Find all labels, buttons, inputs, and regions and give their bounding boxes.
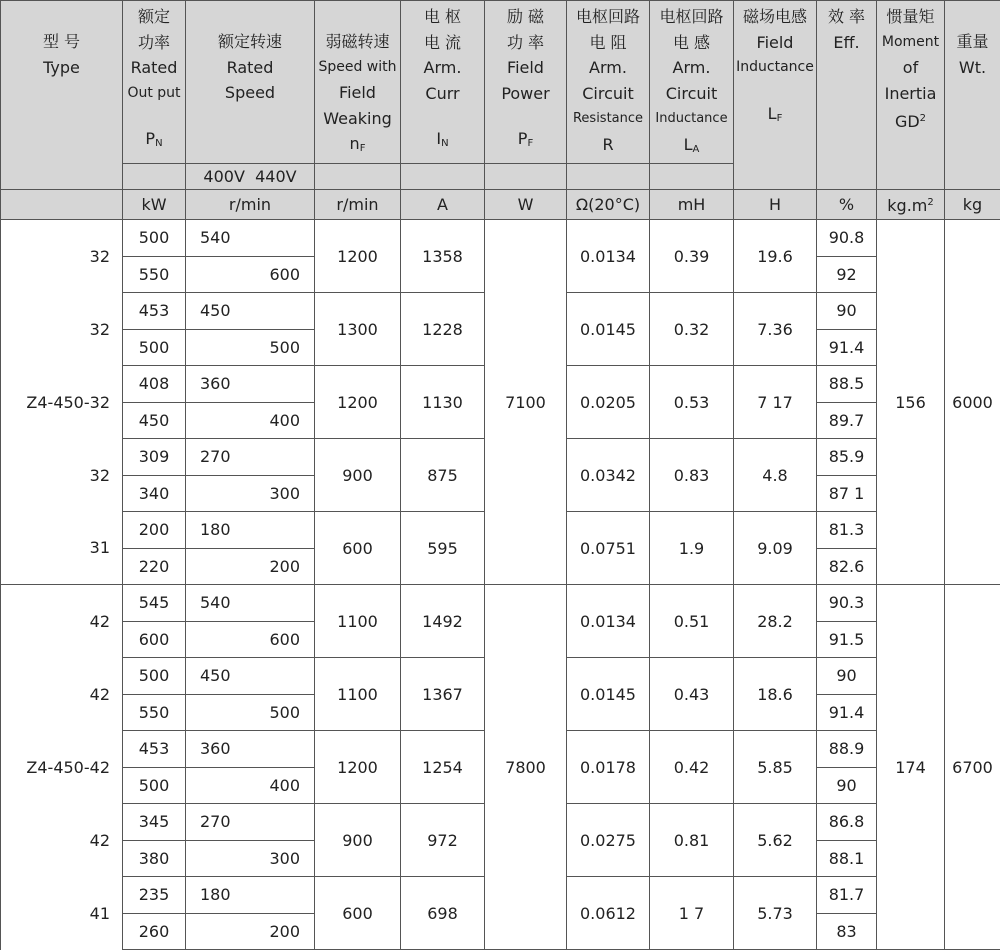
speed-440v: 300 <box>269 484 300 503</box>
rated-output: 380 <box>123 840 186 877</box>
header-inertia: 惯量矩 Moment of Inertia $GD^2$ <box>877 1 945 190</box>
model-suffix: 32 <box>90 247 110 266</box>
arm-inductance: 0.43 <box>650 658 734 731</box>
field-speed: 1200 <box>315 366 401 439</box>
moment-of-inertia: 156 <box>877 220 945 585</box>
speed-440v: 400 <box>269 776 300 795</box>
field-speed: 600 <box>315 512 401 585</box>
speed-440v: 600 <box>269 630 300 649</box>
table-body <box>1 220 1000 950</box>
rated-speed <box>186 694 315 731</box>
speed-400v: 540 <box>200 593 231 612</box>
speed-400v: 180 <box>200 885 231 904</box>
rated-speed <box>186 767 315 804</box>
speed-440v: 600 <box>269 265 300 284</box>
field-speed: 900 <box>315 439 401 512</box>
header-rated-speed: 额定转速 Rated Speed <box>186 1 315 164</box>
arm-resistance: 0.0145 <box>567 658 650 731</box>
rated-output: 340 <box>123 475 186 512</box>
header-field-speed-spacer <box>315 163 401 190</box>
efficiency: 91.4 <box>817 329 877 366</box>
arm-resistance: 0.0275 <box>567 804 650 877</box>
header-inductance: 电枢回路 电 感 Arm. Circuit Inductance $L_A$ <box>650 1 734 164</box>
arm-resistance: 0.0342 <box>567 439 650 512</box>
unit-speed: r/min <box>186 190 315 220</box>
weight: 6700 <box>945 585 1000 950</box>
efficiency: 86.8 <box>817 804 877 841</box>
rated-output: 550 <box>123 694 186 731</box>
speed-440v: 500 <box>269 338 300 357</box>
efficiency: 88.1 <box>817 840 877 877</box>
type-cell <box>1 512 123 585</box>
arm-current: 972 <box>401 804 485 877</box>
model-suffix: 42 <box>90 831 110 850</box>
arm-inductance: 0.81 <box>650 804 734 877</box>
arm-resistance: 0.0751 <box>567 512 650 585</box>
model-suffix: 32 <box>90 320 110 339</box>
arm-resistance: 0.0134 <box>567 585 650 658</box>
rated-output: 500 <box>123 767 186 804</box>
efficiency: 91.5 <box>817 621 877 658</box>
header-resistance-spacer <box>567 163 650 190</box>
arm-current: 595 <box>401 512 485 585</box>
speed-400v: 270 <box>200 812 231 831</box>
model-name: Z4-450- <box>26 393 89 412</box>
rated-speed <box>186 804 315 841</box>
rated-speed <box>186 548 315 585</box>
speed-400v: 450 <box>200 301 231 320</box>
efficiency: 91.4 <box>817 694 877 731</box>
header-type: 型 号 Type <box>1 1 123 190</box>
field-inductance: 5.62 <box>734 804 817 877</box>
efficiency: 81.3 <box>817 512 877 549</box>
type-cell <box>1 877 123 950</box>
model-suffix: 31 <box>90 538 110 557</box>
arm-current: 1130 <box>401 366 485 439</box>
arm-inductance: 0.32 <box>650 293 734 366</box>
arm-inductance: 0.42 <box>650 731 734 804</box>
field-inductance: 5.85 <box>734 731 817 804</box>
arm-inductance: 0.51 <box>650 585 734 658</box>
model-suffix: 42 <box>90 685 110 704</box>
rated-speed <box>186 220 315 257</box>
efficiency: 81.7 <box>817 877 877 914</box>
header-output-spacer <box>123 163 186 190</box>
rated-speed <box>186 913 315 950</box>
arm-inductance: 0.83 <box>650 439 734 512</box>
rated-speed <box>186 840 315 877</box>
rated-output: 260 <box>123 913 186 950</box>
speed-400v: 360 <box>200 374 231 393</box>
field-inductance: 18.6 <box>734 658 817 731</box>
arm-current: 1492 <box>401 585 485 658</box>
speed-440v: 500 <box>269 703 300 722</box>
speed-400v: 540 <box>200 228 231 247</box>
type-cell <box>1 366 123 439</box>
model-suffix: 42 <box>90 758 110 777</box>
efficiency: 82.6 <box>817 548 877 585</box>
rated-output: 600 <box>123 621 186 658</box>
rated-output: 500 <box>123 220 186 257</box>
type-cell <box>1 658 123 731</box>
field-inductance: 19.6 <box>734 220 817 293</box>
rated-output: 453 <box>123 731 186 768</box>
unit-field-inductance: H <box>734 190 817 220</box>
header-efficiency: 效 率 Eff. <box>817 1 877 190</box>
arm-inductance: 1.9 <box>650 512 734 585</box>
type-cell <box>1 804 123 877</box>
rated-output: 408 <box>123 366 186 403</box>
field-inductance: 7.36 <box>734 293 817 366</box>
speed-400v: 450 <box>200 666 231 685</box>
field-speed: 1300 <box>315 293 401 366</box>
field-speed: 1100 <box>315 585 401 658</box>
arm-resistance: 0.0178 <box>567 731 650 804</box>
arm-resistance: 0.0145 <box>567 293 650 366</box>
rated-output: 550 <box>123 256 186 293</box>
arm-inductance: 0.53 <box>650 366 734 439</box>
unit-output: kW <box>123 190 186 220</box>
unit-inertia: $kg.m^2$ <box>877 190 945 220</box>
rated-speed <box>186 402 315 439</box>
rated-output: 500 <box>123 658 186 695</box>
header-field-power: 励 磁 功 率 Field Power $P_F$ <box>485 1 567 164</box>
unit-inductance: mH <box>650 190 734 220</box>
table-row <box>1 585 1000 622</box>
moment-of-inertia: 174 <box>877 585 945 950</box>
arm-current: 1367 <box>401 658 485 731</box>
field-power: 7100 <box>485 220 567 585</box>
header-field-power-spacer <box>485 163 567 190</box>
speed-440v: 200 <box>269 922 300 941</box>
arm-current: 1358 <box>401 220 485 293</box>
arm-inductance: 0.39 <box>650 220 734 293</box>
model-suffix: 41 <box>90 904 110 923</box>
model-name: Z4-450- <box>26 758 89 777</box>
field-speed: 1200 <box>315 731 401 804</box>
efficiency: 90 <box>817 767 877 804</box>
speed-440v: 300 <box>269 849 300 868</box>
header-resistance: 电枢回路 电 阻 Arm. Circuit Resistance R <box>567 1 650 164</box>
header-field-speed: 弱磁转速 Speed with Field Weaking $n_F$ <box>315 1 401 164</box>
arm-current: 875 <box>401 439 485 512</box>
rated-speed <box>186 293 315 330</box>
rated-output: 345 <box>123 804 186 841</box>
field-power: 7800 <box>485 585 567 950</box>
speed-440v: 200 <box>269 557 300 576</box>
rated-output: 453 <box>123 293 186 330</box>
unit-field-speed: r/min <box>315 190 401 220</box>
header-weight: 重量 Wt. <box>945 1 1000 190</box>
units-row <box>1 190 1000 220</box>
speed-440v: 400 <box>269 411 300 430</box>
efficiency: 89.7 <box>817 402 877 439</box>
efficiency: 90 <box>817 658 877 695</box>
header-arm-curr-spacer <box>401 163 485 190</box>
rated-speed <box>186 439 315 476</box>
header-output: 额定 功率 Rated Out put $P_N$ <box>123 1 186 164</box>
rated-speed <box>186 329 315 366</box>
rated-output: 309 <box>123 439 186 476</box>
rated-output: 235 <box>123 877 186 914</box>
header-voltage-row: 400V 440V <box>186 163 315 190</box>
model-suffix: 32 <box>90 466 110 485</box>
unit-efficiency: % <box>817 190 877 220</box>
arm-current: 1228 <box>401 293 485 366</box>
rated-speed <box>186 512 315 549</box>
field-inductance: 5.73 <box>734 877 817 950</box>
unit-resistance: Ω(20°C) <box>567 190 650 220</box>
rated-speed <box>186 877 315 914</box>
rated-speed <box>186 658 315 695</box>
efficiency: 85.9 <box>817 439 877 476</box>
efficiency: 87 1 <box>817 475 877 512</box>
field-inductance: 9.09 <box>734 512 817 585</box>
arm-resistance: 0.0134 <box>567 220 650 293</box>
efficiency: 90 <box>817 293 877 330</box>
efficiency: 88.9 <box>817 731 877 768</box>
field-speed: 900 <box>315 804 401 877</box>
type-cell <box>1 293 123 366</box>
type-cell <box>1 220 123 293</box>
field-inductance: 7 17 <box>734 366 817 439</box>
efficiency: 92 <box>817 256 877 293</box>
arm-resistance: 0.0612 <box>567 877 650 950</box>
rated-speed <box>186 366 315 403</box>
efficiency: 90.8 <box>817 220 877 257</box>
rated-output: 220 <box>123 548 186 585</box>
arm-resistance: 0.0205 <box>567 366 650 439</box>
field-speed: 1200 <box>315 220 401 293</box>
arm-current: 1254 <box>401 731 485 804</box>
field-inductance: 4.8 <box>734 439 817 512</box>
speed-400v: 180 <box>200 520 231 539</box>
rated-output: 450 <box>123 402 186 439</box>
weight: 6000 <box>945 220 1000 585</box>
efficiency: 90.3 <box>817 585 877 622</box>
rated-speed <box>186 621 315 658</box>
type-cell <box>1 439 123 512</box>
speed-400v: 270 <box>200 447 231 466</box>
field-speed: 1100 <box>315 658 401 731</box>
rated-output: 545 <box>123 585 186 622</box>
table-row <box>1 220 1000 257</box>
arm-current: 698 <box>401 877 485 950</box>
rated-speed <box>186 585 315 622</box>
model-suffix: 32 <box>90 393 110 412</box>
speed-400v: 360 <box>200 739 231 758</box>
type-cell <box>1 731 123 804</box>
field-speed: 600 <box>315 877 401 950</box>
header-field-inductance: 磁场电感 Field Inductance $L_F$ <box>734 1 817 190</box>
rated-output: 500 <box>123 329 186 366</box>
arm-inductance: 1 7 <box>650 877 734 950</box>
rated-speed <box>186 256 315 293</box>
model-suffix: 42 <box>90 612 110 631</box>
header-inductance-spacer <box>650 163 734 190</box>
table-header <box>1 1 1000 220</box>
unit-weight: kg <box>945 190 1000 220</box>
rated-output: 200 <box>123 512 186 549</box>
efficiency: 88.5 <box>817 366 877 403</box>
field-inductance: 28.2 <box>734 585 817 658</box>
efficiency: 83 <box>817 913 877 950</box>
header-arm-current: 电 枢 电 流 Arm. Curr $I_N$ <box>401 1 485 164</box>
unit-field-power: W <box>485 190 567 220</box>
type-cell <box>1 585 123 658</box>
unit-type <box>1 190 123 220</box>
rated-speed <box>186 475 315 512</box>
rated-speed <box>186 731 315 768</box>
unit-arm-current: A <box>401 190 485 220</box>
